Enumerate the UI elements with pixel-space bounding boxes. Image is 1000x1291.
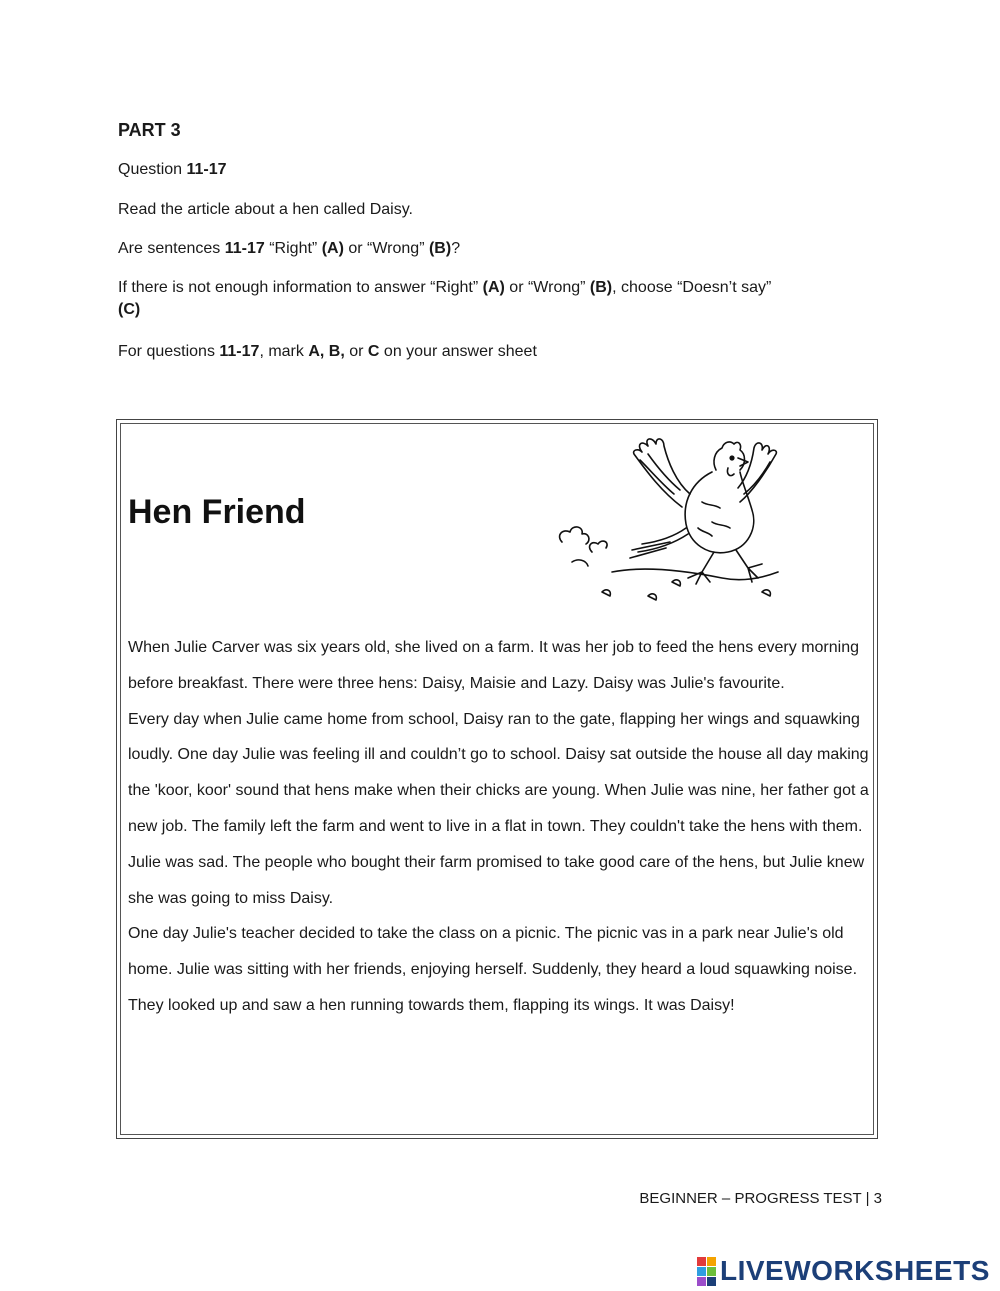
liveworksheets-logo[interactable] [697, 1253, 990, 1289]
bold-segment: (A) [482, 279, 505, 296]
article-paragraph: When Julie Carver was six years old, she lived on a farm. It was her job to feed the hens every morning before breakfast. There were three hens: Daisy, Maisie and Lazy. Daisy was Julie's favourite. [128, 639, 860, 692]
text-segment: Are sentences [118, 240, 225, 257]
bold-segment: (B) [589, 279, 613, 296]
text-segment: on your answer sheet [379, 343, 537, 360]
instruction-read: Read the article about a hen called Daisy. [118, 201, 413, 218]
text-segment: ? [451, 240, 461, 257]
instruction-mark [118, 341, 537, 363]
text-segment: or [344, 343, 368, 360]
question-range: 11-17 [186, 161, 227, 178]
article-title: Hen Friend [128, 493, 306, 531]
part-title: PART 3 [118, 120, 181, 140]
question-label: Question [118, 161, 187, 178]
text-segment: or “Wrong” [343, 240, 429, 257]
article-body [128, 630, 873, 1024]
text-segment: If there is not enough information to answer “Right” [118, 279, 483, 296]
instruction-right-wrong [118, 238, 460, 260]
instruction-doesnt-say [118, 277, 878, 321]
text-segment: For questions [118, 343, 220, 360]
bold-segment: C [367, 343, 380, 360]
page-footer: BEGINNER – PROGRESS TEST | 3 [639, 1190, 882, 1207]
bold-segment: (C) [118, 301, 141, 318]
logo-blocks-icon [697, 1257, 716, 1286]
bold-segment: 11-17 [219, 343, 260, 360]
bold-segment: A, B, [308, 343, 345, 360]
bold-segment: (B) [428, 240, 452, 257]
hen-illustration [552, 432, 782, 607]
text-segment: , mark [259, 343, 309, 360]
bold-segment: (A) [321, 240, 344, 257]
article-paragraph: One day Julie's teacher decided to take the class on a picnic. The picnic vas in a park near Julie's old home. Julie was sitting with her friends, enjoying herself. Suddenly, they heard a loud squawking noise. They looked up and saw a hen running towards them, flapping its wings. It was Daisy! [128, 925, 858, 1014]
article-paragraph: Every day when Julie came home from school, Daisy ran to the gate, flapping her wings and squawking loudly. One day Julie was feeling ill and couldn’t go to school. Daisy sat outside the house all day making the 'koor, koor' sound that hens make when their chicks are young. When Julie was nine, her father got a new job. The family left the farm and went to live in a flat in town. They couldn't take the hens with them. Julie was sad. The people who bought their farm promised to take good care of the hens, but Julie knew she was going to miss Daisy. [128, 710, 869, 907]
logo-text: LIVEWORKSHEETS [720, 1255, 990, 1286]
bold-segment: 11-17 [224, 240, 265, 257]
text-segment: “Right” [264, 240, 322, 257]
text-segment: , choose “Doesn’t say” [612, 279, 772, 296]
question-range-line [118, 159, 227, 181]
text-segment: or “Wrong” [504, 279, 590, 296]
